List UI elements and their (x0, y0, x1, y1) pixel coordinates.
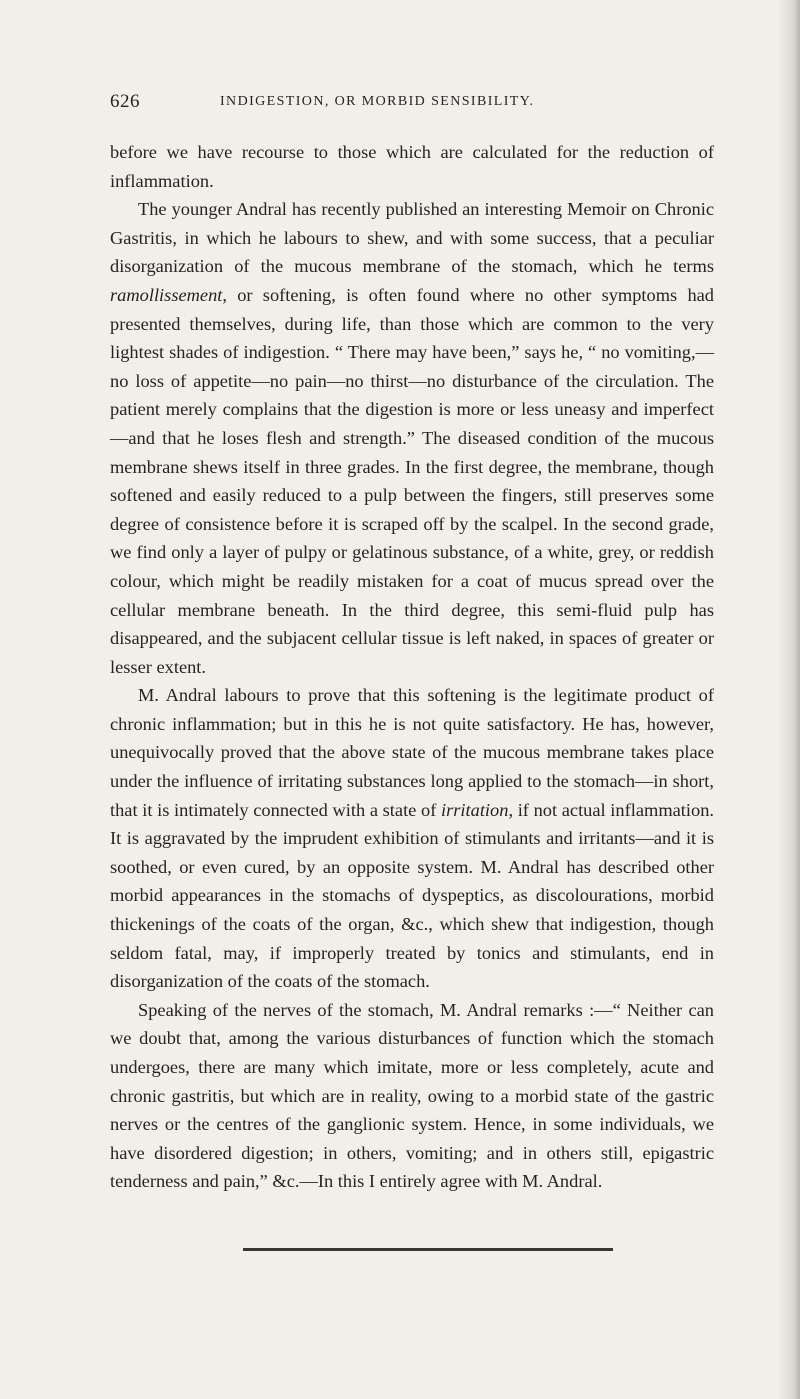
text-run: Speaking of the nerves of the stomach, M. Andral remarks :—“ Neither can we doubt that, among the various disturbances of function which the stomach undergoes, there are many which imitate, more or less completely, acute and chronic gastritis, but which are in reality, owing to a morbid state of the gastric nerves or the centres of the ganglionic system. Hence, in some individuals, we have disordered digestion; in others, vomiting; and in others still, epigastric tenderness and pain,” &c.—In this I entirely agree with M. Andral. (110, 999, 714, 1192)
text-run: The younger Andral has recently published an interesting Memoir on Chronic Gastritis, in which he labours to shew, and with some success, that a peculiar disorganization of the mucous membrane of the stomach, which he terms (110, 199, 714, 277)
running-title: INDIGESTION, OR MORBID SENSIBILITY. (220, 94, 535, 109)
italic-term: irritation (440, 799, 509, 820)
text-run: , or softening, is often found where no other symptoms had presented themselves, during life, than those which are common to the very lightest shades of indigestion. “ There may have been,” says he, “ no vomiting,—no loss of appetite—no pain—no thirst—no disturbance of the circulation. The patient merely complains that the digestion is more or less uneasy and imperfect—and that he loses flesh and strength.” The diseased condition of the mucous membrane shews itself in three grades. In the first degree, the membrane, though softened and easily reduced to a pulp between the fingers, still preserves some degree of consistence before it is scraped off by the scalpel. In the second grade, we find only a layer of pulpy or gelatinous substance, of a white, grey, or reddish colour, which might be readily mistaken for a coat of mucus spread over the cellular membrane beneath. In the third degree, this semi-fluid pulp has disappeared, and the subjacent cellular tissue is left naked, in spaces of greater or lesser extent. (110, 284, 714, 677)
paragraph-continuation (110, 138, 714, 195)
footer-rule (243, 1248, 613, 1251)
page-edge-shadow (778, 0, 800, 1399)
text-run: M. Andral labours to prove that this softening is the legitimate product of chronic inflammation; but in this he is not quite satisfactory. He has, however, unequivocally proved that the above state of the mucous membrane takes place under the influence of irritating substances long applied to the stomach—in short, that it is intimately connected with a state of (110, 685, 714, 820)
text-run: , if not actual inflammation. It is aggravated by the imprudent exhibition of stimulants and irritants—and it is soothed, or even cured, by an opposite system. M. Andral has described other morbid appearances in the stomachs of dyspeptics, as discolourations, morbid thickenings of the coats of the organ, &c., which shew that indigestion, though seldom fatal, may, if improperly treated by tonics and stimulants, end in disorganization of the coats of the stomach. (110, 799, 714, 992)
page-number: 626 (110, 91, 140, 112)
body-text (110, 138, 714, 1196)
text-run: before we have recourse to those which are calculated for the reduction of inflammation. (110, 142, 714, 191)
italic-term: ramollissement (110, 284, 223, 305)
paragraph-nerves (110, 996, 714, 1196)
running-head (110, 91, 710, 115)
paragraph-andral-memoir (110, 195, 714, 681)
paragraph-softening (110, 681, 714, 996)
